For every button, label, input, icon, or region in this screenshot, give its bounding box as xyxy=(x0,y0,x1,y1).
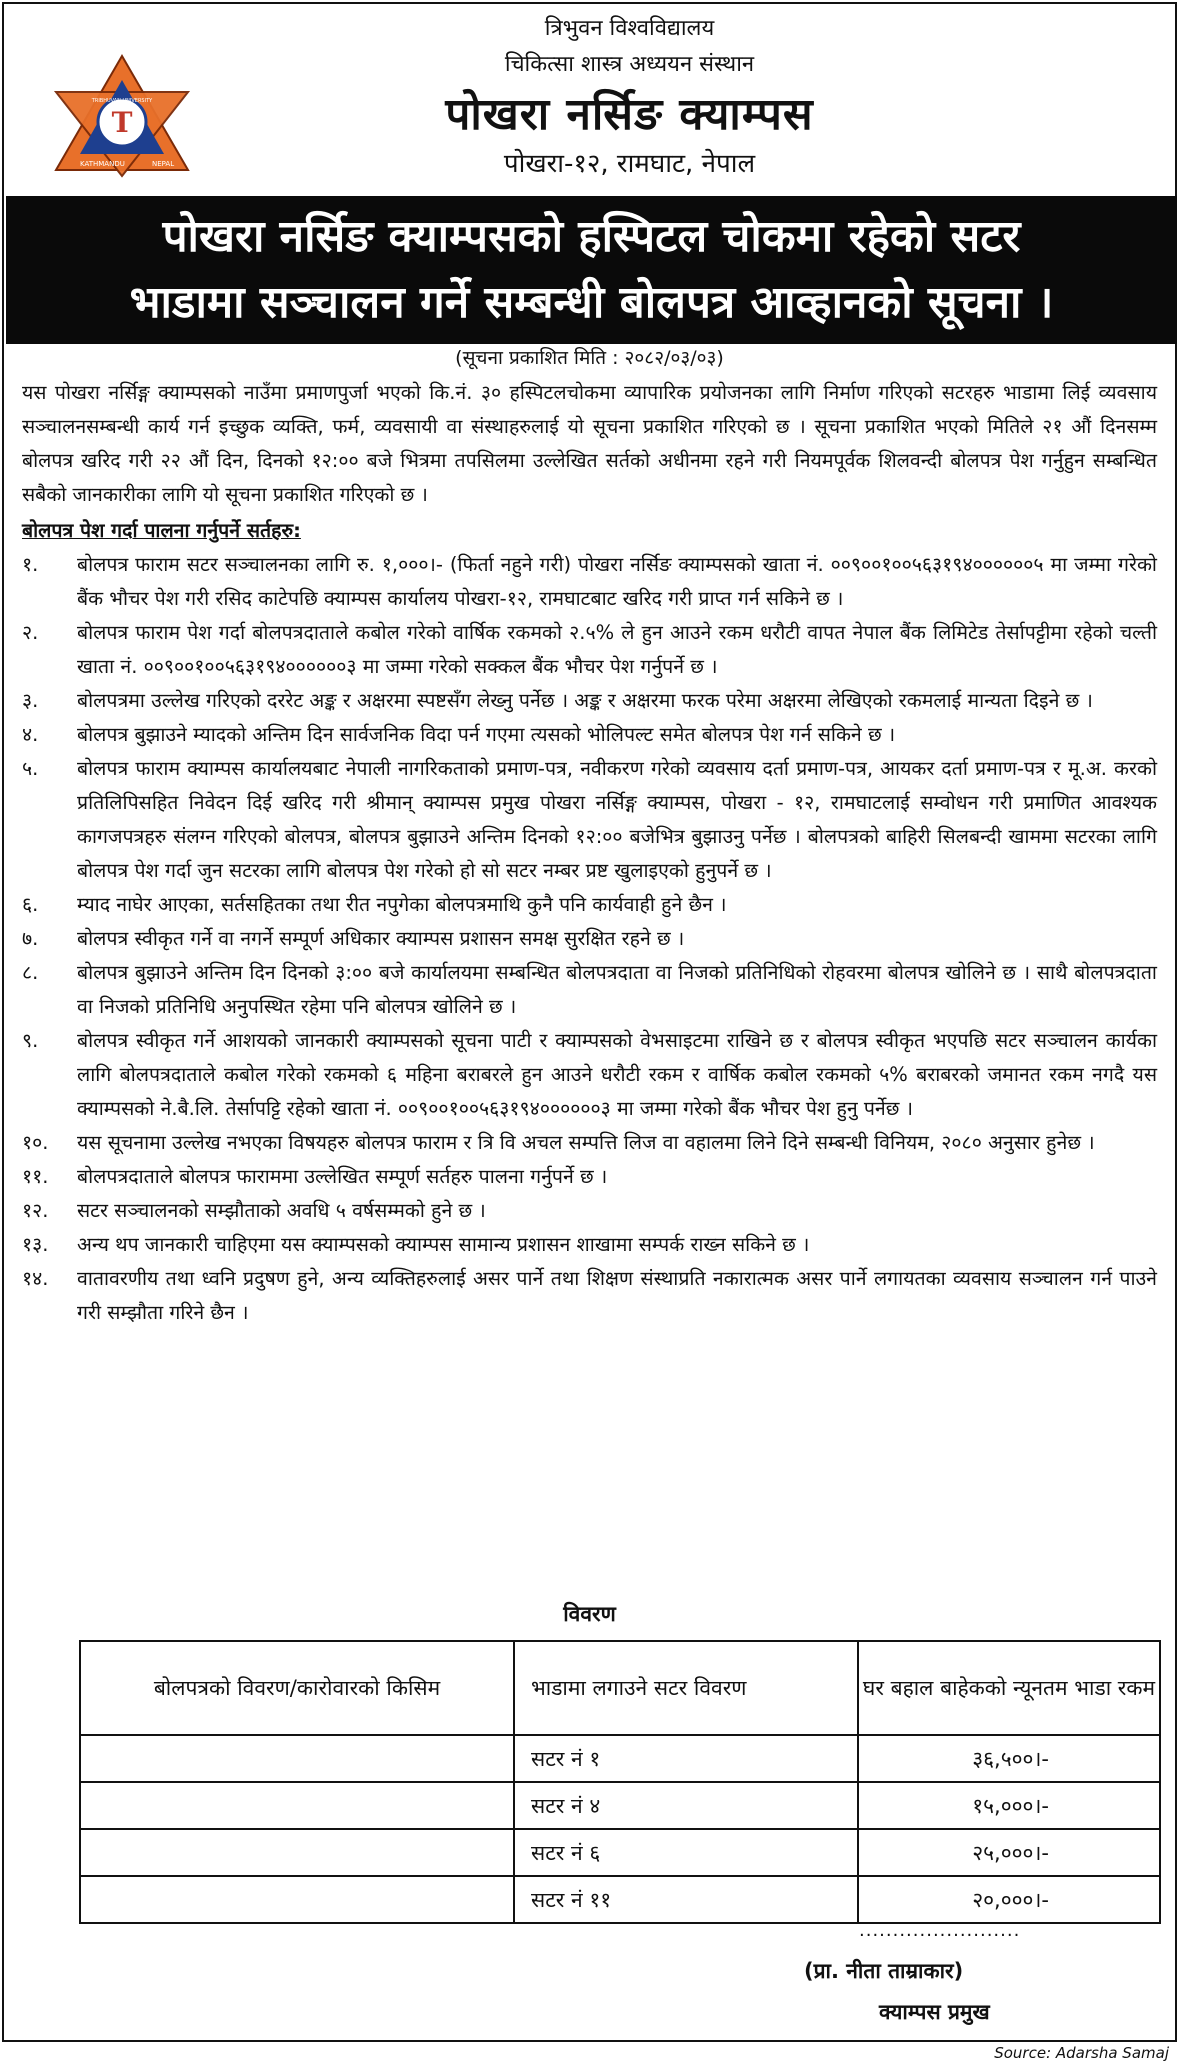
condition-text: यस सूचनामा उल्लेख नभएका विषयहरु बोलपत्र फाराम र त्रि वि अचल सम्पत्ति लिज वा वहालमा लिने दिने सम्बन्धी विनियम, २०८० अनुसार हुनेछ । xyxy=(77,1131,1095,1154)
notice-title-banner xyxy=(6,196,1177,344)
list-item xyxy=(22,1126,1157,1160)
amount-cell: १५,०००।- xyxy=(858,1782,1160,1829)
list-item xyxy=(22,956,1157,1024)
condition-text: सटर सञ्चालनको सम्झौताको अवधि ५ वर्षसम्मको हुने छ । xyxy=(77,1199,486,1222)
list-item xyxy=(22,922,1157,956)
bid-type-cell xyxy=(80,1876,514,1923)
publish-date: (सूचना प्रकाशित मिति : २०८२/०३/०३) xyxy=(455,347,724,369)
table-row xyxy=(80,1782,1160,1829)
condition-number: १३. xyxy=(22,1233,49,1256)
condition-number: १२. xyxy=(22,1199,49,1222)
notice-title-line-1: पोखरा नर्सिङ क्याम्पसको हस्पिटल चोकमा रहेको सटर xyxy=(162,211,1021,262)
condition-number: २. xyxy=(22,621,39,644)
condition-number: ११. xyxy=(22,1165,49,1188)
header xyxy=(4,4,1175,194)
list-item xyxy=(22,1194,1157,1228)
notice-frame xyxy=(2,2,1177,2042)
condition-text: बोलपत्र स्वीकृत गर्ने वा नगर्ने सम्पूर्ण अधिकार क्याम्पस प्रशासन समक्ष सुरक्षित रहने छ । xyxy=(77,927,685,950)
header-bid-type: बोलपत्रको विवरण/कारोवारको किसिम xyxy=(80,1641,514,1735)
condition-number: १०. xyxy=(22,1131,49,1154)
list-item xyxy=(22,1228,1157,1262)
condition-number: १४. xyxy=(22,1267,49,1290)
campus-name: पोखरा नर्सिङ क्याम्पस xyxy=(445,89,814,140)
institute-name: चिकित्सा शास्त्र अध्ययन संस्थान xyxy=(504,52,755,77)
campus-address: पोखरा-१२, रामघाट, नेपाल xyxy=(503,149,756,179)
source-credit: Source: Adarsha Samaj xyxy=(994,2044,1169,2062)
tribhuvan-university-logo xyxy=(52,52,192,180)
signatory-title: क्याम्पस प्रमुख xyxy=(879,2000,990,2024)
logo-center-letter: T xyxy=(111,106,133,139)
header-shutter: भाडामा लगाउने सटर विवरण xyxy=(514,1641,858,1735)
signature-line: ........................ xyxy=(859,1920,1021,1941)
list-item xyxy=(22,1024,1157,1126)
conditions-title: बोलपत्र पेश गर्दा पालना गर्नुपर्ने सर्तहरु: xyxy=(22,519,301,542)
list-item xyxy=(22,684,1157,718)
shutter-cell: सटर नं ११ xyxy=(514,1876,858,1923)
condition-number: ८. xyxy=(22,961,39,984)
condition-number: ३. xyxy=(22,689,39,712)
logo-left-text: KATHMANDU xyxy=(80,160,125,168)
table-row xyxy=(80,1876,1160,1923)
list-item xyxy=(22,548,1157,616)
amount-cell: २०,०००।- xyxy=(858,1876,1160,1923)
condition-number: ९. xyxy=(22,1029,39,1052)
condition-text: बोलपत्रमा उल्लेख गरिएको दररेट अङ्क र अक्षरमा स्पष्टसँग लेख्नु पर्नेछ । अङ्क र अक्षरमा फरक परेमा अक्षरमा लेखिएको रकमलाई मान्यता दिइने छ । xyxy=(77,689,1093,712)
shutter-cell: सटर नं १ xyxy=(514,1735,858,1782)
bid-type-cell xyxy=(80,1735,514,1782)
list-item xyxy=(22,1262,1157,1330)
condition-text: बोलपत्रदाताले बोलपत्र फाराममा उल्लेखित सम्पूर्ण सर्तहरु पालना गर्नुपर्ने छ । xyxy=(77,1165,608,1188)
shutter-cell: सटर नं ४ xyxy=(514,1782,858,1829)
details-header-row xyxy=(80,1641,1160,1735)
shutter-cell: सटर नं ६ xyxy=(514,1829,858,1876)
condition-text: बोलपत्र फाराम क्याम्पस कार्यालयबाट नेपाली नागरिकताको प्रमाण-पत्र, नवीकरण गरेको व्यवसाय दर्ता प्रमाण-पत्र, आयकर दर्ता प्रमाण-पत्र र मू.अ. करको प्रतिलिपिसहित निवेदन दिई खरिद गरी श्रीमान् क्याम्पस प्रमुख पोखरा नर्सिङ्ग क्याम्पस, पोखरा - १२, रामघाटलाई सम्वोधन गरी प्रमाणित आवश्यक कागजपत्रहरु संलग्न गरिएको बोलपत्र, बोलपत्र बुझाउने अन्तिम दिनको १२:०० बजेभित्र बुझाउनु पर्नेछ । बोलपत्रको बाहिरी सिलबन्दी खाममा सटरका लागि बोलपत्र पेश गर्दा जुन सटरका लागि बोलपत्र पेश गरेको हो सो सटर नम्बर प्रष्ट खुलाइएको हुनुपर्ने छ । xyxy=(77,757,1157,882)
condition-text: बोलपत्र स्वीकृत गर्ने आशयको जानकारी क्याम्पसको सूचना पाटी र क्याम्पसको वेभसाइटमा राखिने छ र बोलपत्र स्वीकृत भएपछि सटर सञ्चालन कार्यका लागि बोलपत्रदाताले कबोल गरेको रकमको ६ महिना बराबरले हुन आउने धरौटी रकम र वार्षिक कबोल रकमको ५% बराबरको जमानत रकम नगदै यस क्याम्पसको ने.बै.लि. तेर्सापट्टि रहेको खाता नं. ००९००१००५६३१९४००००००३ मा जम्मा गरेको बैंक भौचर पेश हुनु पर्नेछ । xyxy=(77,1029,1157,1120)
list-item xyxy=(22,888,1157,922)
condition-number: ४. xyxy=(22,723,39,746)
condition-number: १. xyxy=(22,553,39,576)
header-min-rent: घर बहाल बाहेकको न्यूनतम भाडा रकम xyxy=(858,1641,1160,1735)
table-row xyxy=(80,1735,1160,1782)
details-title: विवरण xyxy=(563,1602,616,1626)
logo-top-text: TRIBHUVAN UNIVERSITY xyxy=(91,98,153,104)
list-item xyxy=(22,1160,1157,1194)
list-item xyxy=(22,616,1157,684)
university-name: त्रिभुवन विश्वविद्यालय xyxy=(544,16,715,41)
condition-text: बोलपत्र फाराम पेश गर्दा बोलपत्रदाताले कबोल गरेको वार्षिक रकमको २.५% ले हुन आउने रकम धरौटी वापत नेपाल बैंक लिमिटेड तेर्सापट्टीमा रहेको चल्ती खाता नं. ००९००१००५६३१९४००००००३ मा जम्मा गरेको सक्कल बैंक भौचर पेश गर्नुपर्ने छ । xyxy=(77,621,1157,678)
condition-number: ७. xyxy=(22,927,39,950)
signatory-name: (प्रा. नीता ताम्राकार) xyxy=(804,1959,964,1983)
condition-text: बोलपत्र बुझाउने म्यादको अन्तिम दिन सार्वजनिक विदा पर्न गएमा त्यसको भोलिपल्ट समेत बोलपत्र पेश गर्न सकिने छ । xyxy=(77,723,896,746)
details-table xyxy=(79,1640,1161,1924)
conditions-list xyxy=(22,548,1157,1330)
notice-title-line-2: भाडामा सञ्चालन गर्ने सम्बन्धी बोलपत्र आव्हानको सूचना । xyxy=(129,277,1054,328)
list-item xyxy=(22,718,1157,752)
condition-text: अन्य थप जानकारी चाहिएमा यस क्याम्पसको क्याम्पस सामान्य प्रशासन शाखामा सम्पर्क राख्न सकिने छ । xyxy=(77,1233,810,1256)
bid-type-cell xyxy=(80,1782,514,1829)
condition-text: वातावरणीय तथा ध्वनि प्रदुषण हुने, अन्य व्यक्तिहरुलाई असर पार्ने तथा शिक्षण संस्थाप्रति नकारात्मक असर पार्ने लगायतका व्यवसाय सञ्चालन गर्न पाउने गरी सम्झौता गरिने छैन । xyxy=(77,1267,1157,1324)
logo-right-text: NEPAL xyxy=(152,160,175,168)
intro-paragraph: यस पोखरा नर्सिङ्ग क्याम्पसको नाउँमा प्रमाणपुर्जा भएको कि.नं. ३० हस्पिटलचोकमा व्यापारिक प्रयोजनका लागि निर्माण गरिएको सटरहरु भाडामा लिई व्यवसाय सञ्चालनसम्बन्धी कार्य गर्न इच्छुक व्यक्ति, फर्म, व्यवसायी वा संस्थाहरुलाई यो सूचना प्रकाशित गरिएको छ । सूचना प्रकाशित भएको मितिले २१ औं दिनसम्म बोलपत्र खरिद गरी २२ औं दिन, दिनको १२:०० बजे भित्रमा तपसिलमा उल्लेखित सर्तको अधीनमा रहने गरी नियमपूर्वक शिलवन्दी बोलपत्र पेश गर्नुहुन सम्बन्धित सबैको जानकारीका लागि यो सूचना प्रकाशित गरिएको छ । xyxy=(22,381,1157,506)
bid-type-cell xyxy=(80,1829,514,1876)
amount-cell: २५,०००।- xyxy=(858,1829,1160,1876)
list-item xyxy=(22,752,1157,888)
condition-text: बोलपत्र बुझाउने अन्तिम दिन दिनको ३:०० बजे कार्यालयमा सम्बन्धित बोलपत्रदाता वा निजको प्रतिनिधिको रोहवरमा बोलपत्र खोलिने छ । साथै बोलपत्रदाता वा निजको प्रतिनिधि अनुपस्थित रहेमा पनि बोलपत्र खोलिने छ । xyxy=(77,961,1157,1018)
condition-number: ६. xyxy=(22,893,39,916)
table-row xyxy=(80,1829,1160,1876)
notice-body xyxy=(22,376,1157,1330)
condition-text: म्याद नाघेर आएका, सर्तसहितका तथा रीत नपुगेका बोलपत्रमाथि कुनै पनि कार्यवाही हुने छैन । xyxy=(77,893,727,916)
condition-number: ५. xyxy=(22,757,39,780)
amount-cell: ३६,५००।- xyxy=(858,1735,1160,1782)
condition-text: बोलपत्र फाराम सटर सञ्चालनका लागि रु. १,०००।- (फिर्ता नहुने गरी) पोखरा नर्सिङ क्याम्पसको खाता नं. ००९००१००५६३१९४००००००५ मा जम्मा गरेको बैंक भौचर पेश गरी रसिद काटेपछि क्याम्पस कार्यालय पोखरा-१२, रामघाटबाट खरिद गरी प्राप्त गर्न सकिने छ । xyxy=(77,553,1157,610)
